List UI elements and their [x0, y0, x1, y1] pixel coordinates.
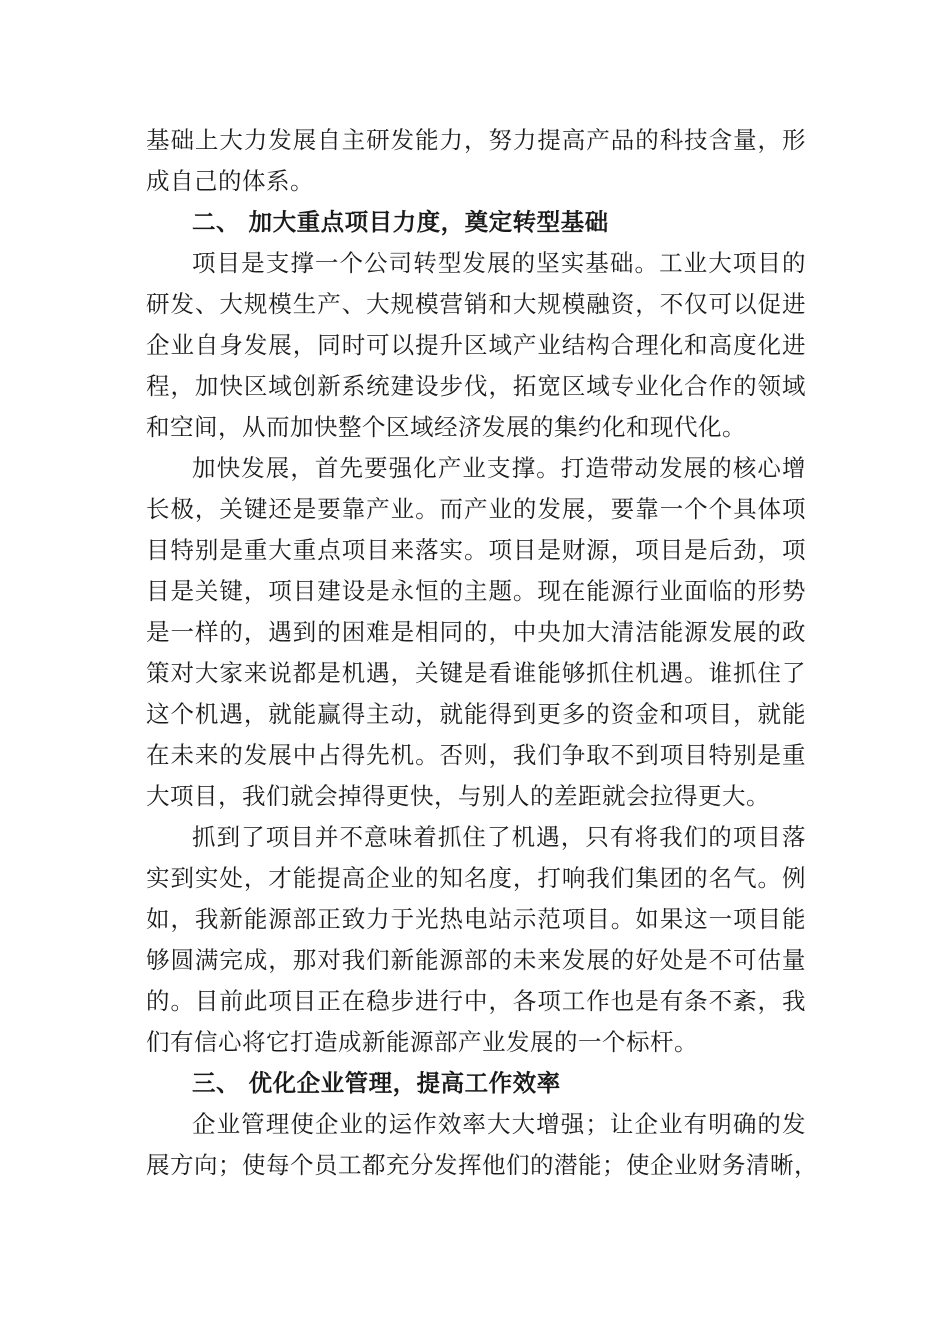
body-text-line: 加快发展，首先要强化产业支撑。打造带动发展的核心增	[192, 454, 806, 482]
body-text-line: 目是关键，项目建设是永恒的主题。现在能源行业面临的形势	[146, 577, 806, 605]
body-text-line: 企业管理使企业的运作效率大大增强；让企业有明确的发	[192, 1110, 806, 1138]
body-text-line: 们有信心将它打造成新能源部产业发展的一个标杆。	[146, 1028, 698, 1056]
body-text-line: 是一样的，遇到的困难是相同的，中央加大清洁能源发展的政	[146, 618, 806, 646]
section-heading: 二、 加大重点项目力度，奠定转型基础	[192, 208, 609, 236]
body-text-line: 这个机遇，就能赢得主动，就能得到更多的资金和项目，就能	[146, 700, 806, 728]
body-text-line: 目特别是重大重点项目来落实。项目是财源，项目是后劲，项	[146, 536, 806, 564]
body-text-line: 和空间，从而加快整个区域经济发展的集约化和现代化。	[146, 413, 746, 441]
body-text-line: 程，加快区域创新系统建设步伐，拓宽区域专业化合作的领域	[146, 372, 806, 400]
body-text-line: 实到实处，才能提高企业的知名度，打响我们集团的名气。例	[146, 864, 806, 892]
body-text-line: 长极，关键还是要靠产业。而产业的发展，要靠一个个具体项	[146, 495, 806, 523]
body-text-line: 研发、大规模生产、大规模营销和大规模融资，不仅可以促进	[146, 290, 806, 318]
body-text-line: 基础上大力发展自主研发能力，努力提高产品的科技含量，形	[146, 126, 806, 154]
body-text-line: 成自己的体系。	[146, 167, 314, 195]
body-text-line: 企业自身发展，同时可以提升区域产业结构合理化和高度化进	[146, 331, 806, 359]
body-text-line: 项目是支撑一个公司转型发展的坚实基础。工业大项目的	[192, 249, 806, 277]
body-text-line: 抓到了项目并不意味着抓住了机遇，只有将我们的项目落	[192, 823, 806, 851]
body-text-line: 的。目前此项目正在稳步进行中，各项工作也是有条不紊，我	[146, 987, 806, 1015]
body-text-line: 大项目，我们就会掉得更快，与别人的差距就会拉得更大。	[146, 782, 770, 810]
body-text-line: 够圆满完成，那对我们新能源部的未来发展的好处是不可估量	[146, 946, 806, 974]
body-text-line: 在未来的发展中占得先机。否则，我们争取不到项目特别是重	[146, 741, 806, 769]
body-text-line: 如，我新能源部正致力于光热电站示范项目。如果这一项目能	[146, 905, 806, 933]
body-text-line: 策对大家来说都是机遇，关键是看谁能够抓住机遇。谁抓住了	[146, 659, 806, 687]
section-heading: 三、 优化企业管理，提高工作效率	[192, 1069, 561, 1097]
body-text-line: 展方向；使每个员工都充分发挥他们的潜能；使企业财务清晰，	[146, 1151, 818, 1179]
